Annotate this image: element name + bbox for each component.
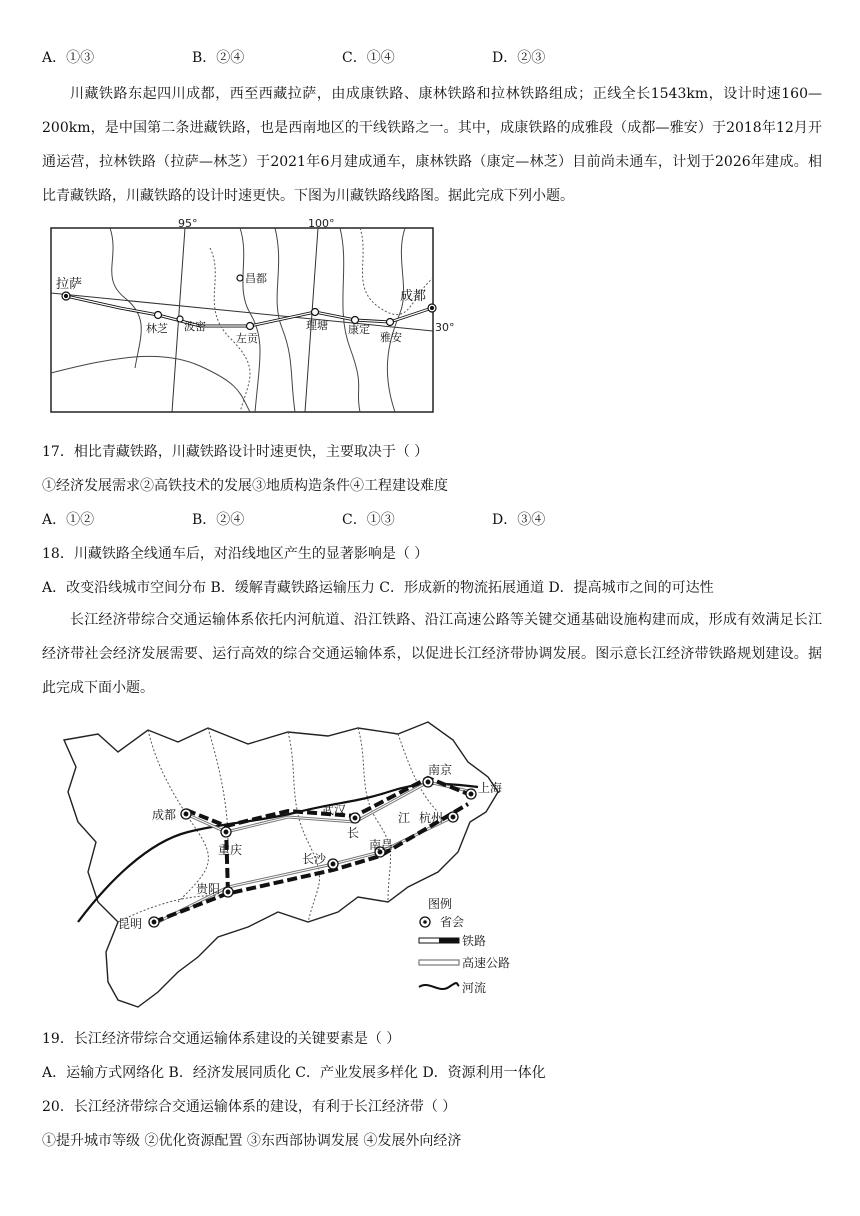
city-shanghai: 上海 — [478, 781, 503, 795]
yangtze-economic-belt-map — [58, 722, 518, 1016]
city-chongqing: 重庆 — [218, 843, 243, 857]
city-hangzhou: 杭州 — [419, 811, 444, 825]
option-a: A．①② — [42, 512, 95, 528]
option-c: C．①④ — [342, 50, 395, 66]
q17-items: ①经济发展需求②高铁技术的发展③地质构造条件④工程建设难度 — [42, 478, 448, 494]
river-label-jiang: 江 — [398, 811, 411, 825]
option-b: B．②④ — [192, 50, 245, 66]
city-zogang: 左贡 — [236, 332, 258, 345]
option-d: D．③④ — [492, 512, 546, 528]
q17-options — [42, 510, 642, 530]
passage-yangtze-economic-belt: 长江经济带综合交通运输体系依托内河航道、沿江铁路、沿江高速公路等关键交通基础设施构建而成，形成有效满足长江经济带社会经济发展需要、运行高效的综合交通运输体系，以促进长江经济带协调发展。图示意长江经济带铁路规划建设。据此完成下面小题。 — [42, 612, 822, 696]
q18-stem: 18．川藏铁路全线通车后，对沿线地区产生的显著影响是（ ） — [42, 546, 429, 562]
city-wuhan: 武汉 — [322, 803, 347, 817]
river-label-chang: 长 — [347, 826, 360, 840]
option-c: C．①③ — [342, 512, 395, 528]
map-legend — [419, 896, 510, 995]
city-lhasa: 拉萨 — [56, 277, 83, 292]
q19-options: A．运输方式网络化 B．经济发展同质化 C．产业发展多样化 D．资源利用一体化 — [42, 1065, 546, 1081]
city-nanjing: 南京 — [428, 763, 453, 777]
city-chengdu: 成都 — [400, 289, 427, 304]
city-litang: 理塘 — [306, 319, 328, 332]
passage-sichuan-tibet-railway: 川藏铁路东起四川成都，西至西藏拉萨，由成康铁路、康林铁路和拉林铁路组成；正线全长1543km，设计时速160—200km，是中国第二条进藏铁路，也是西南地区的干线铁路之一。其中，成康铁路的成雅段（成都—雅安）于2018年12月开通运营，拉林铁路（拉萨—林芝）于2021年6月建成通车，康林铁路（康定—林芝）目前尚未通车，计划于2026年建成。相比青藏铁路，川藏铁路的设计时速更快。下图为川藏铁路线路图。据此完成下列小题。 — [42, 86, 822, 204]
city-chengdu: 成都 — [152, 808, 177, 822]
q17-stem: 17．相比青藏铁路，川藏铁路设计时速更快，主要取决于（ ） — [42, 444, 429, 460]
legend-provincial-capital: 省会 — [440, 915, 465, 929]
city-bomi: 波密 — [184, 320, 206, 333]
city-qamdo: 昌都 — [245, 272, 267, 285]
city-kunming: 昆明 — [118, 917, 143, 931]
legend-railway: 铁路 — [462, 934, 487, 948]
q18-options: A．改变沿线城市空间分布 B．缓解青藏铁路运输压力 C．形成新的物流拓展通道 D．提高城市之间的可达性 — [42, 580, 714, 596]
option-d: D．②③ — [492, 50, 546, 66]
legend-title: 图例 — [428, 897, 453, 911]
q20-stem: 20．长江经济带综合交通运输体系的建设，有利于长江经济带（ ） — [42, 1099, 457, 1115]
city-yaan: 雅安 — [380, 331, 402, 344]
sichuan-tibet-railway-map — [50, 217, 455, 418]
city-nyingchi: 林芝 — [146, 322, 168, 335]
q16-options — [42, 48, 642, 68]
q20-items: ①提升城市等级 ②优化资源配置 ③东西部协调发展 ④发展外向经济 — [42, 1133, 462, 1149]
lat-label-30: 30° — [435, 321, 455, 334]
city-guiyang: 贵阳 — [196, 882, 221, 896]
city-kangding: 康定 — [348, 323, 370, 336]
city-changsha: 长沙 — [302, 852, 327, 866]
option-a: A．①③ — [42, 50, 95, 66]
lon-label-100: 100° — [308, 217, 335, 230]
legend-river: 河流 — [462, 981, 487, 995]
lon-label-95: 95° — [178, 217, 198, 230]
q19-stem: 19．长江经济带综合交通运输体系建设的关键要素是（ ） — [42, 1031, 401, 1047]
option-b: B．②④ — [192, 512, 245, 528]
legend-highway: 高速公路 — [462, 956, 511, 970]
city-nanchang: 南昌 — [369, 838, 394, 852]
